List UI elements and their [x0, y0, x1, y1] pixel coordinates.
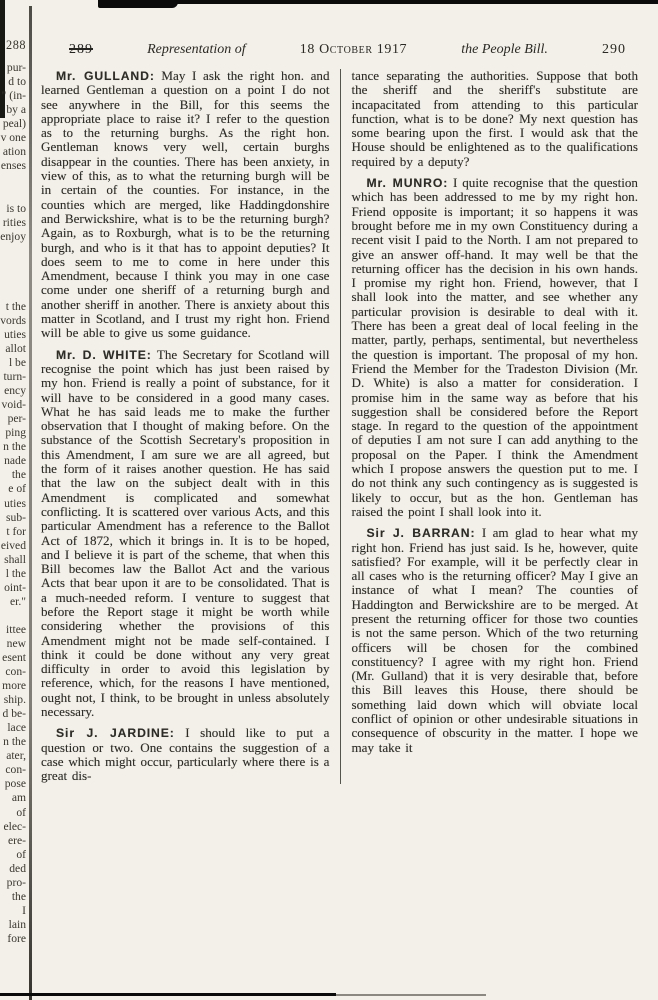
prev-page-text-fragment: v one	[0, 131, 26, 145]
prev-page-text-fragment: new	[6, 636, 26, 650]
prev-page-text-fragment: the	[11, 468, 26, 482]
previous-page-fragments	[0, 61, 26, 946]
prev-page-text-fragment: lace	[7, 721, 26, 735]
speech-paragraph: Mr. D. WHITE: The Secretary for Scotland will recognise the point which has just been raised by my hon. Friend is really a point of substance, for it will have to be considered in a good many cases. What he has said leads me to make the further observation that I thought of making before. On the substance of the Scottish Secretary's proposition in this Amendment, I am sure we are all agreed, but the form of it raises another question. He has said that the law on the subject dealt with in this Amendment is complicated and somewhat conflicting. It is scattered over various Acts, and this particular Amendment has a reference to the Ballot Act of 1872, which it brings in. It is to be hoped, and I believe it is part of the scheme, that when this Bill becomes law the Ballot Act and the various Acts that bear upon it are to be consolidated. That is a much-needed reform. I venture to suggest that before the Report stage it might be worth while considering whether the provisions of this Amendment might not be made self-contained. I think it could be done without any very great difficulty in order to avoid this legislation by reference, which, for the reasons I have mentioned, ought not, I think, to be brought in unless absolutely necessary.	[41, 346, 330, 720]
prev-page-text-fragment: am	[11, 791, 26, 805]
prev-page-text-fragment: con-	[5, 763, 26, 777]
prev-page-text-fragment: oint-	[4, 580, 26, 594]
prev-page-gap	[0, 609, 26, 623]
prev-page-gap	[0, 244, 26, 258]
prev-page-text-fragment: enses	[0, 159, 26, 173]
speech-paragraph: Sir J. JARDINE: I should like to put a question or two. One contains the suggestion of a case which might occur, particularly where there is a great dis-	[41, 725, 330, 784]
prev-page-text-fragment: " (in-	[1, 89, 26, 103]
prev-page-text-fragment: nade	[4, 454, 26, 468]
prev-page-text-fragment: enjoy	[0, 229, 26, 243]
prev-page-text-fragment: n the	[3, 440, 26, 454]
speaker-name: Mr. GULLAND:	[56, 69, 155, 83]
prev-page-text-fragment: pose	[4, 777, 26, 791]
prev-page-text-fragment: ater,	[6, 749, 26, 763]
prev-page-text-fragment: pur-	[6, 61, 26, 75]
prev-page-text-fragment: lain	[8, 917, 26, 931]
prev-page-text-fragment: ere-	[7, 833, 26, 847]
prev-page-text-fragment: elec-	[3, 819, 26, 833]
prev-page-text-fragment: ship.	[3, 693, 26, 707]
prev-page-text-fragment: d to	[8, 75, 26, 89]
prev-page-gap	[0, 272, 26, 286]
prev-page-text-fragment: allot	[5, 341, 26, 355]
speech-paragraph: Mr. MUNRO: I quite recognise that the question which has been addressed to me by my right hon. Friend opposite is important; it so happens it was brought before me in my own Constituency during a recent visit I paid to the North. I am not prepared to give an answer off-hand. It may well be that the returning officer has the decision in his own hands. I promise my right hon. Friend, however, that I shall look into the matter, and see whether any particular provision is desirable to deal with it. There has been a great deal of local feeling in the matter, partly, perhaps, sentimental, but nevertheless the question is important. The proposal of my hon. Friend the Member for the Tradeston Division (Mr. D. White) is also a matter for consideration. I promise him in the same way as before that his suggestion shall be considered before the Report stage. In regard to the question of the appointment of deputies I am not sure I can add anything to the proposal on the Paper. I think the Amendment which I propose answers the question put to me. I do not think any such contingency as is suggested is likely to occur, but as the hon. Gentleman has raised the point I shall look into it.	[351, 175, 638, 519]
running-header	[41, 42, 638, 58]
speech-continuation: tance separating the authorities. Suppose that both the sheriff and the sheriff's substitute are incapacitated from attending to this particular function, what is to be done? My next question has some bearing upon the first. I would ask that the House should be enlightened as to the qualifications required by a deputy?	[351, 68, 638, 169]
prev-page-text-fragment: uties	[4, 496, 26, 510]
prev-page-text-fragment: ping	[5, 426, 26, 440]
speaker-name: Sir J. BARRAN:	[366, 526, 476, 541]
right-column	[340, 69, 639, 784]
page-number-right: 290	[601, 42, 626, 57]
prev-page-text-fragment: ency	[4, 384, 26, 398]
previous-page-number: 288	[6, 38, 26, 52]
text-columns	[41, 69, 638, 784]
page-gutter-line	[29, 6, 32, 1000]
page-body	[33, 0, 658, 784]
prev-page-text-fragment: peal)	[2, 117, 26, 131]
prev-page-text-fragment: t for	[6, 524, 26, 538]
prev-page-text-fragment: void-	[1, 398, 26, 412]
previous-page-edge	[0, 38, 26, 946]
prev-page-gap	[0, 258, 26, 272]
prev-page-text-fragment: by a	[6, 103, 26, 117]
prev-page-text-fragment: per-	[7, 412, 26, 426]
prev-page-text-fragment: l be	[8, 356, 26, 370]
prev-page-text-fragment: d be-	[2, 707, 26, 721]
prev-page-text-fragment: is to	[6, 201, 26, 215]
left-column	[41, 69, 340, 784]
prev-page-text-fragment: t the	[5, 299, 26, 313]
prev-page-text-fragment: vords	[0, 313, 26, 327]
scan-bottom-edge	[0, 993, 336, 996]
prev-page-gap	[0, 187, 26, 201]
prev-page-text-fragment: rities	[2, 215, 26, 229]
prev-page-text-fragment: pro-	[6, 875, 26, 889]
prev-page-text-fragment: n the	[3, 735, 26, 749]
prev-page-text-fragment: ded	[9, 861, 26, 875]
speaker-name: Mr. MUNRO:	[366, 176, 449, 191]
speaker-name: Sir J. JARDINE:	[56, 726, 175, 741]
prev-page-gap	[0, 173, 26, 187]
speech-paragraph: Mr. GULLAND: May I ask the right hon. and learned Gentleman a question on a point I do not see anywhere in the Bill, for this seems the appropriate place to raise it? I refer to the question as to the returning burghs. As the right hon. Gentleman knows very well, certain burghs disappear in the counties. There has been anxiety, in view of this, as to what the returning burgh will be in certain of the counties. For instance, in the counties which are merged, like Haddingdonshire and Berwickshire, what is to be the returning burgh? Again, as to Roxburgh, what is to be the returning burgh, and who is it that has to appoint deputies? It does seem to me to come in here under this Amendment, because I think you may in one case come under one sheriff of a returning burgh and another sheriff in another. There is anxiety about this matter in Scotland, and I trust my right hon. Friend will be able to give us some guidance.	[41, 68, 330, 341]
prev-page-text-fragment: I	[22, 903, 26, 917]
prev-page-text-fragment: esent	[2, 651, 26, 665]
speech-paragraph: Sir J. BARRAN: I am glad to hear what my right hon. Friend has just said. Is he, however, quite satisfied? For example, will it be perfectly clear in all cases who is the returning officer? May I give an instance of what I mean? The counties of Haddington and Berwickshire are to be merged. At present the returning officer for those two counties is not the same person. Which of the two returning officers will be chosen for the combined constituency? I agree with my right hon. Friend (Mr. Gulland) that it is very desirable that, before this Bill leaves this House, there should be something laid down which will obviate local conflict of opinion or other undesirable situations in consequence of obscurity in the matter. I hope we may take it	[351, 525, 639, 755]
prev-page-text-fragment: er."	[10, 594, 26, 608]
prev-page-text-fragment: sub-	[6, 510, 26, 524]
prev-page-text-fragment: con-	[5, 665, 26, 679]
prev-page-text-fragment: ation	[2, 145, 26, 159]
prev-page-text-fragment: ittee	[6, 622, 26, 636]
prev-page-text-fragment: more	[2, 679, 26, 693]
prev-page-text-fragment: of	[16, 847, 26, 861]
speaker-name: Mr. D. WHITE:	[56, 347, 152, 362]
page-number-left-struck: 289	[69, 42, 93, 57]
header-date: 18 October 1917	[299, 42, 408, 57]
prev-page-text-fragment: l the	[5, 566, 26, 580]
prev-page-text-fragment: e of	[8, 482, 26, 496]
header-title-right: the People Bill.	[461, 42, 548, 57]
prev-page-text-fragment: eived	[0, 538, 26, 552]
prev-page-text-fragment: the	[11, 889, 26, 903]
scan-bottom-edge-faint	[336, 994, 486, 996]
header-title-left: Representation of	[147, 42, 246, 57]
prev-page-gap	[0, 286, 26, 300]
prev-page-text-fragment: turn-	[3, 370, 26, 384]
prev-page-text-fragment: of	[16, 805, 26, 819]
prev-page-text-fragment: uties	[4, 327, 26, 341]
prev-page-text-fragment: fore	[7, 931, 26, 945]
prev-page-text-fragment: shall	[4, 552, 26, 566]
